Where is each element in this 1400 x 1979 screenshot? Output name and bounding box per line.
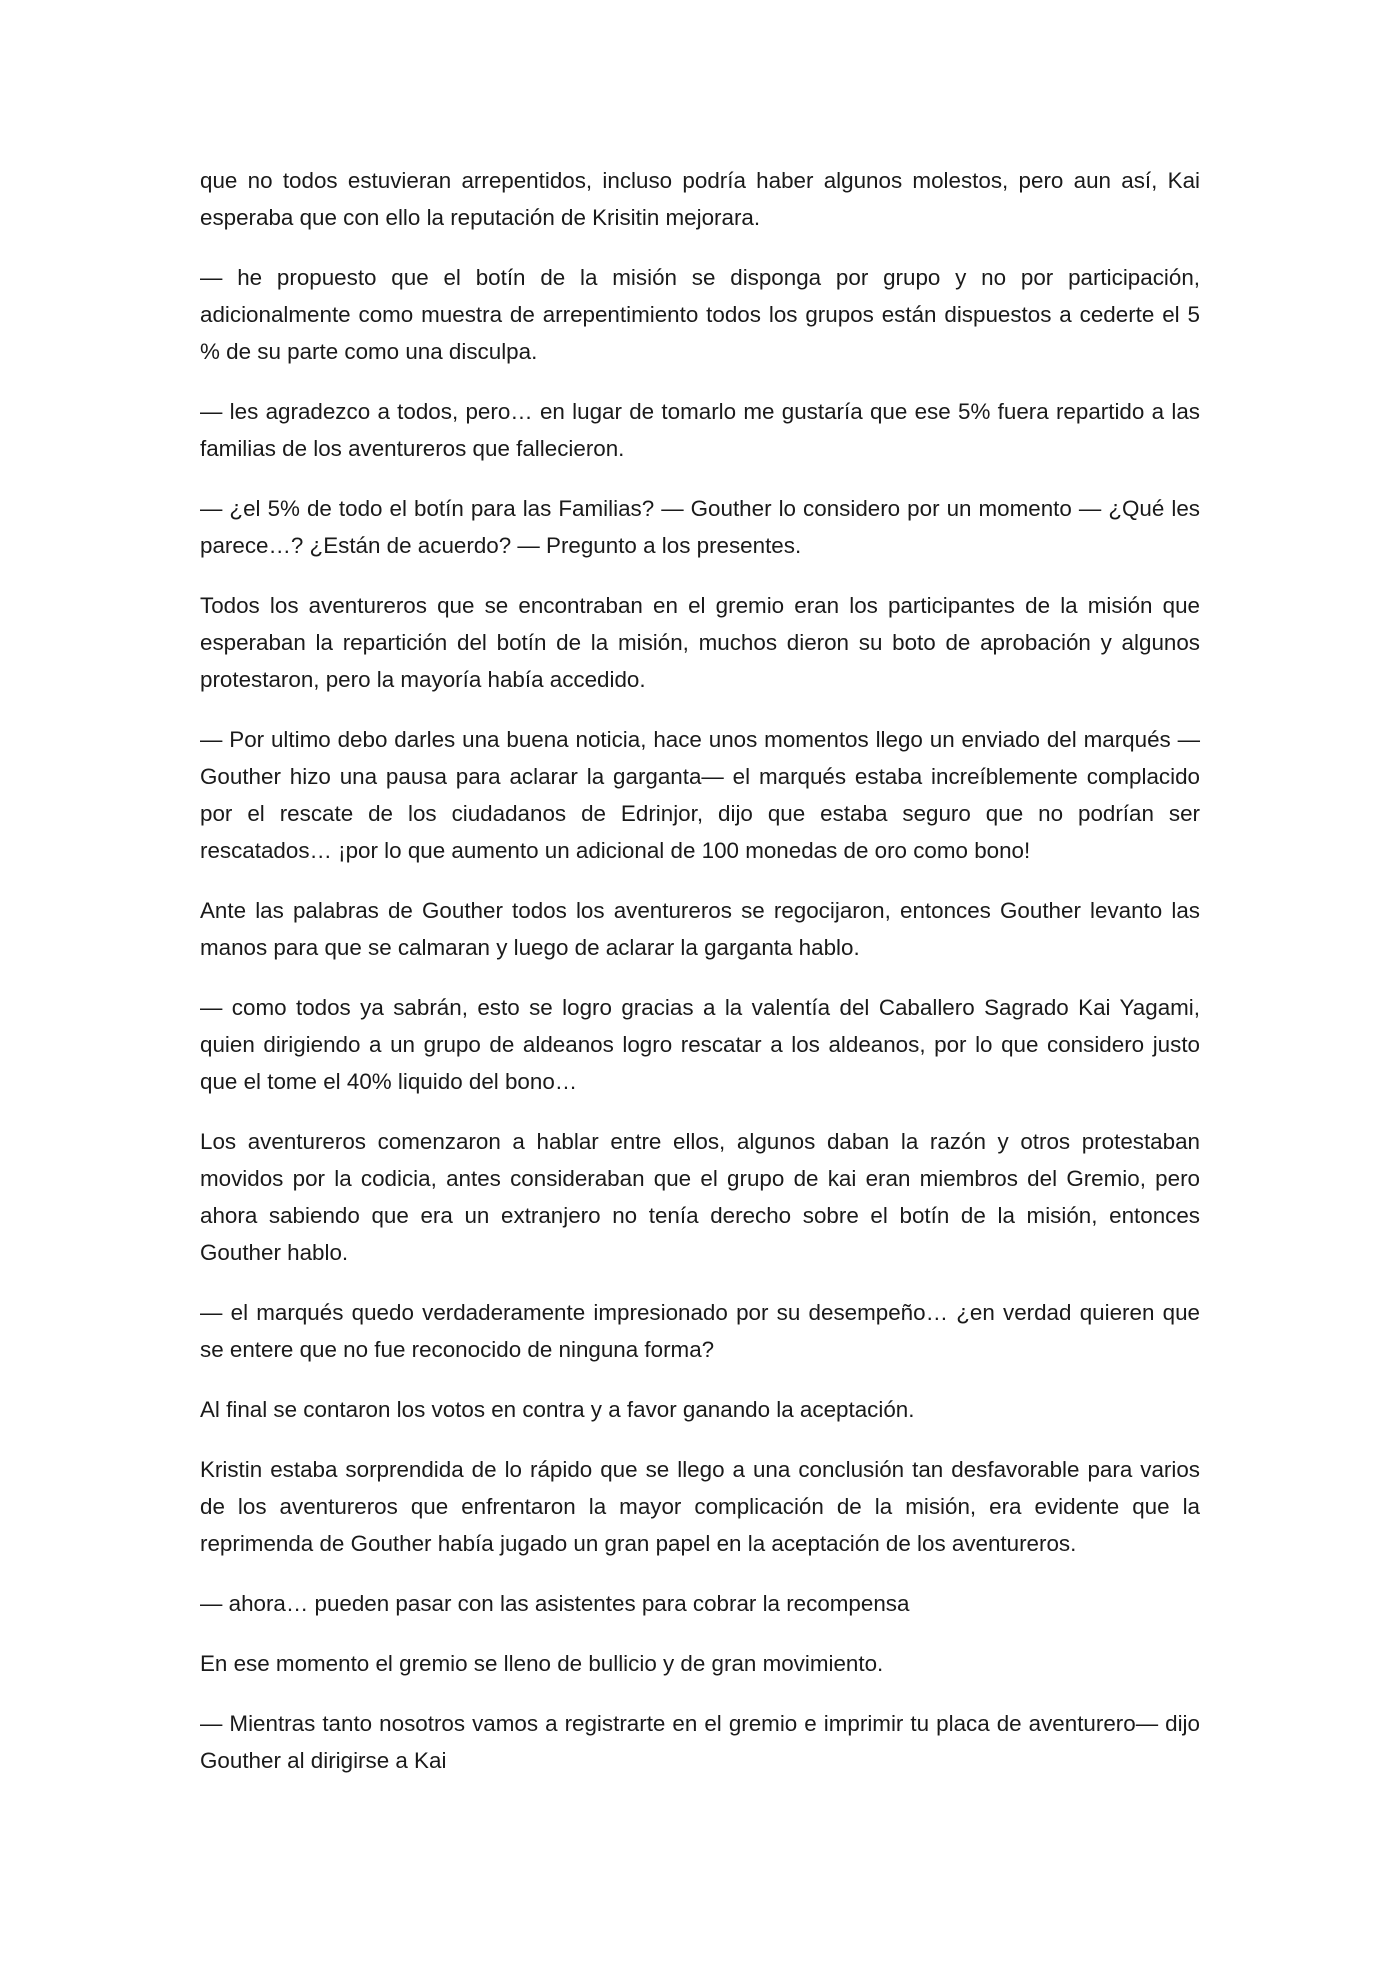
- document-body: [200, 162, 1200, 1779]
- paragraph-3: — les agradezco a todos, pero… en lugar de tomarlo me gustaría que ese 5% fuera repartido a las familias de los aventureros que fallecieron.: [200, 399, 1200, 461]
- paragraph-10: — el marqués quedo verdaderamente impresionado por su desempeño… ¿en verdad quieren que se entere que no fue reconocido de ninguna forma?: [200, 1300, 1200, 1362]
- paragraph-6: — Por ultimo debo darles una buena noticia, hace unos momentos llego un enviado del marqués — Gouther hizo una pausa para aclarar la garganta— el marqués estaba increíblemente complacido por el rescate de los ciudadanos de Edrinjor, dijo que estaba seguro que no podrían ser rescatados… ¡por lo que aumento un adicional de 100 monedas de oro como bono!: [200, 727, 1200, 863]
- paragraph-8: — como todos ya sabrán, esto se logro gracias a la valentía del Caballero Sagrado Kai Yagami, quien dirigiendo a un grupo de aldeanos logro rescatar a los aldeanos, por lo que considero justo que el tome el 40% liquido del bono…: [200, 995, 1200, 1094]
- paragraph-4: — ¿el 5% de todo el botín para las Familias? — Gouther lo considero por un momento — ¿Qué les parece…? ¿Están de acuerdo? — Pregunto a los presentes.: [200, 496, 1200, 558]
- paragraph-15: — Mientras tanto nosotros vamos a registrarte en el gremio e imprimir tu placa de aventurero— dijo Gouther al dirigirse a Kai: [200, 1711, 1200, 1773]
- paragraph-13: — ahora… pueden pasar con las asistentes para cobrar la recompensa: [200, 1591, 910, 1616]
- paragraph-2: — he propuesto que el botín de la misión se disponga por grupo y no por participación, adicionalmente como muestra de arrepentimiento todos los grupos están dispuestos a cederte el 5 % de su parte como una disculpa.: [200, 265, 1200, 364]
- paragraph-9: Los aventureros comenzaron a hablar entre ellos, algunos daban la razón y otros protestaban movidos por la codicia, antes consideraban que el grupo de kai eran miembros del Gremio, pero ahora sabiendo que era un extranjero no tenía derecho sobre el botín de la misión, entonces Gouther hablo.: [200, 1129, 1200, 1265]
- paragraph-11: Al final se contaron los votos en contra y a favor ganando la aceptación.: [200, 1397, 915, 1422]
- paragraph-7: Ante las palabras de Gouther todos los aventureros se regocijaron, entonces Gouther levanto las manos para que se calmaran y luego de aclarar la garganta hablo.: [200, 898, 1200, 960]
- paragraph-5: Todos los aventureros que se encontraban en el gremio eran los participantes de la misión que esperaban la repartición del botín de la misión, muchos dieron su boto de aprobación y algunos protestaron, pero la mayoría había accedido.: [200, 593, 1200, 692]
- paragraph-14: En ese momento el gremio se lleno de bullicio y de gran movimiento.: [200, 1651, 884, 1676]
- paragraph-12: Kristin estaba sorprendida de lo rápido que se llego a una conclusión tan desfavorable para varios de los aventureros que enfrentaron la mayor complicación de la misión, era evidente que la reprimenda de Gouther había jugado un gran papel en la aceptación de los aventureros.: [200, 1457, 1200, 1556]
- paragraph-1: que no todos estuvieran arrepentidos, incluso podría haber algunos molestos, pero aun así, Kai esperaba que con ello la reputación de Krisitin mejorara.: [200, 168, 1200, 230]
